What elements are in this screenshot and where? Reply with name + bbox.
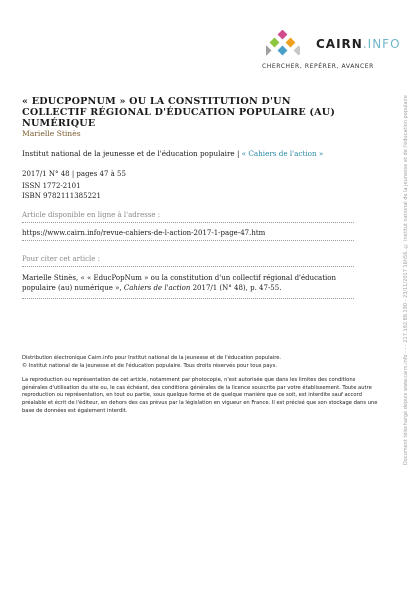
publication-line <box>22 149 354 158</box>
citation-text: Marielle Stinès, « « EducPopNum » ou la constitution d'un collectif régional d'éducation populaire (au) numérique », Cahiers de l'action 2017/1 (N° 48), p. 47-55. <box>22 274 336 292</box>
cite-label: Pour citer cet article : <box>22 255 100 263</box>
logo-tile-3 <box>278 46 288 56</box>
article-header <box>22 96 354 299</box>
issue-info: 2017/1 N° 48 | pages 47 à 55 <box>22 170 126 178</box>
publisher-name: Institut national de la jeunesse et de l'éducation populaire <box>22 149 235 158</box>
logo-wordmark: CAIRN.INFO <box>316 37 401 51</box>
journal-link[interactable]: « Cahiers de l'action » <box>241 149 324 158</box>
copyright-text: © Institut national de la jeunesse et de l'éducation populaire. Tous droits réservés pour tous pays. <box>22 362 277 369</box>
divider <box>22 222 354 223</box>
article-author[interactable]: Marielle Stinès <box>22 129 81 138</box>
distribution-text: Distribution électronique Cairn.info pour Institut national de la jeunesse et de l'éducation populaire. <box>22 355 282 361</box>
isbn: ISBN 9782111385221 <box>22 192 101 200</box>
legal-notice <box>22 355 382 422</box>
logo-tile-4 <box>266 46 271 56</box>
logo-diamond-icon <box>266 30 300 56</box>
logo-tile-2 <box>286 38 296 48</box>
article-url[interactable]: https://www.cairn.info/revue-cahiers-de-l-action-2017-1-page-47.htm <box>22 229 266 237</box>
divider <box>22 266 354 267</box>
reproduction-notice: La reproduction ou représentation de cet article, notamment par photocopie, n'est autorisée que dans les limites des conditions générales d'utilisation du site ou, le cas échéant, des conditions générales de la licence souscrite par votre établissement. Toute autre reproduction ou représentation, en tout ou partie, sous quelque forme et de quelque manière que ce soit, est interdite sauf accord préalable et écrit de l'éditeur, en dehors des cas prévus par la législation en vigueur en France. Il est précisé que son stockage dans une base de données est également interdit. <box>22 377 378 414</box>
logo-tagline: CHERCHER, REPÉRER, AVANCER <box>262 63 374 70</box>
download-watermark: Document téléchargé depuis www.cairn.info - - - 217.192.88.190 - 23/11/2017 16h56. © Institut national de la jeunesse et de l'éducation populaire <box>403 95 409 466</box>
logo-tile-0 <box>278 30 288 39</box>
divider <box>22 298 354 299</box>
cairn-logo[interactable] <box>262 24 412 78</box>
citation-journal: Cahiers de l'action <box>123 284 191 292</box>
issn: ISSN 1772-2101 <box>22 182 81 190</box>
logo-tile-1 <box>270 38 280 48</box>
separator: | <box>234 149 242 158</box>
available-label: Article disponible en ligne à l'adresse : <box>22 211 161 219</box>
logo-tile-5 <box>294 46 300 56</box>
article-title: « EDUCPOPNUM » OU LA CONSTITUTION D'UN COLLECTIF RÉGIONAL D'ÉDUCATION POPULAIRE (AU) NUMÉRIQUE <box>22 96 336 129</box>
